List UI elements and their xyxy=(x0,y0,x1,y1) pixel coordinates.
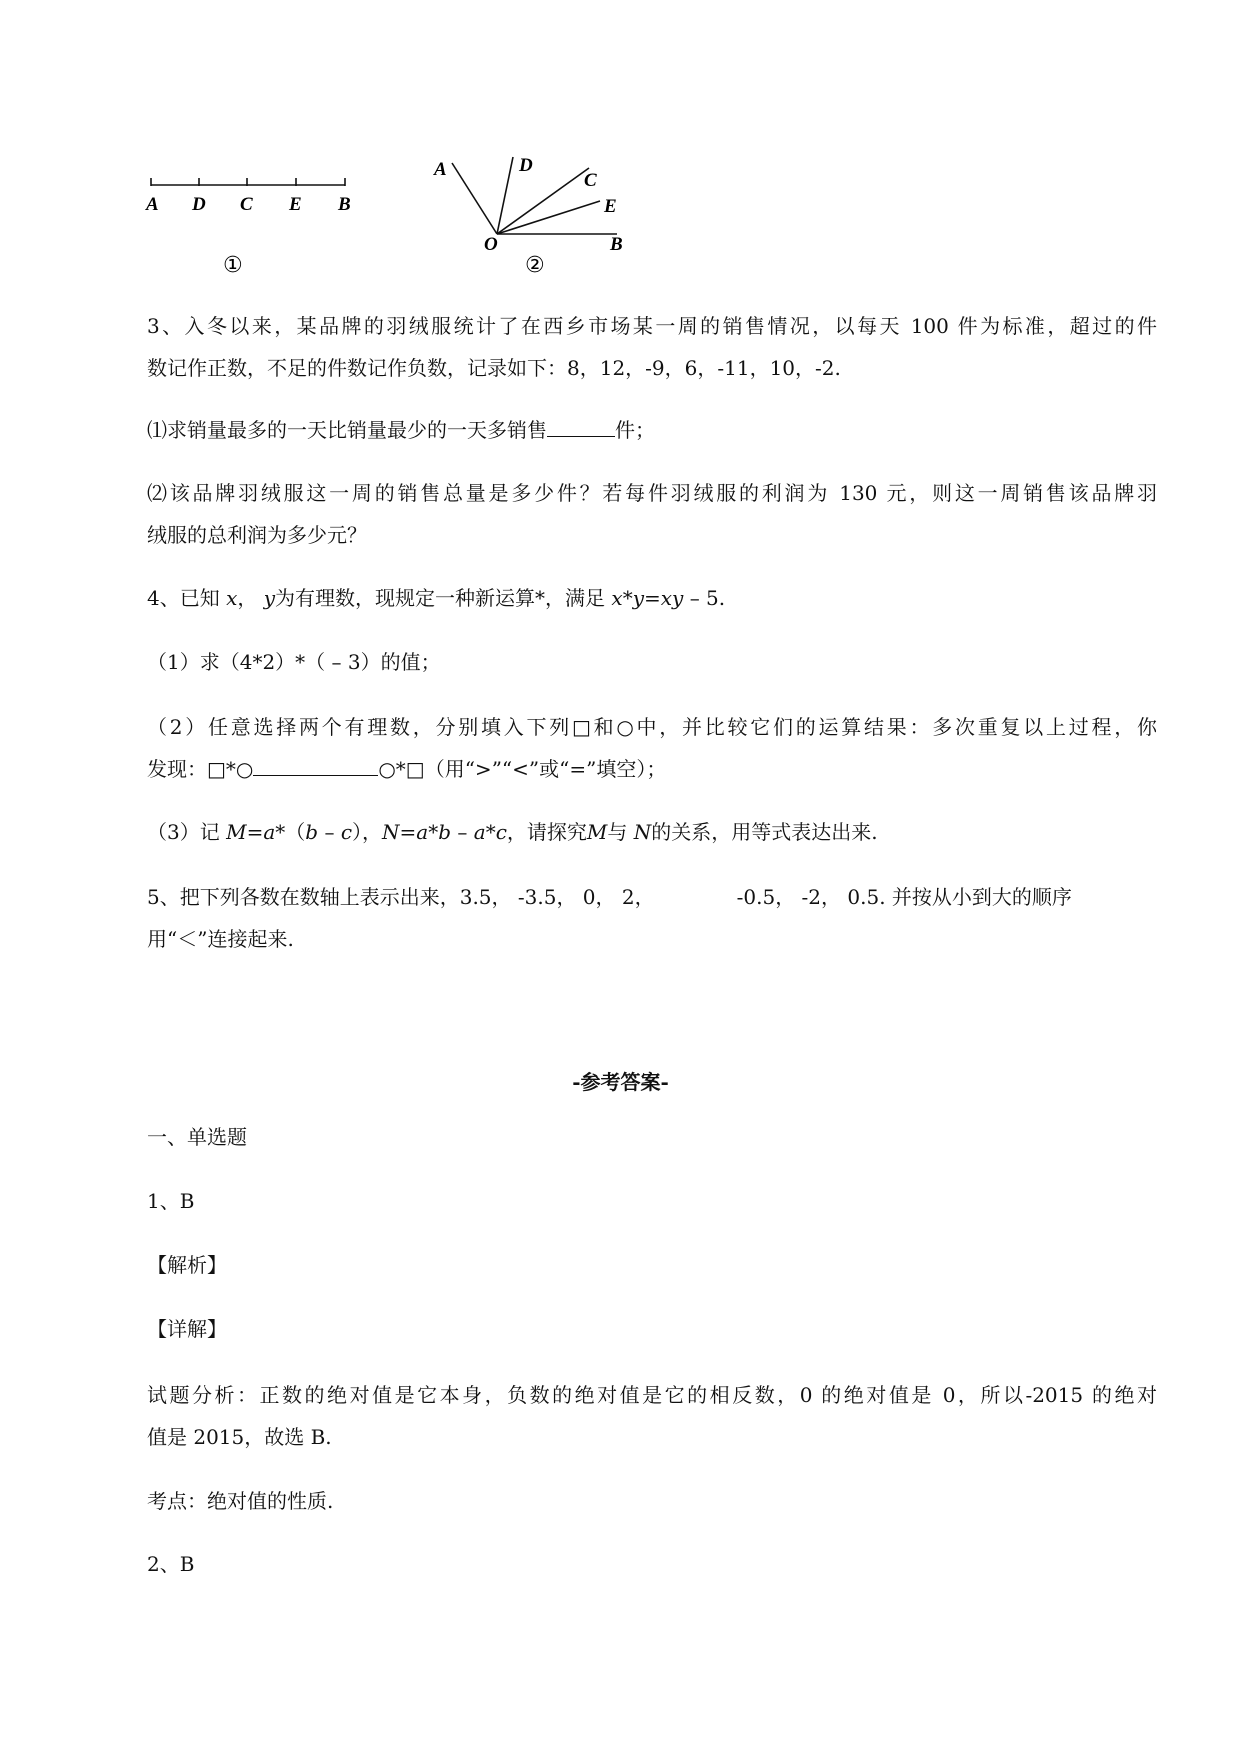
label-a: A xyxy=(146,194,159,215)
q3-p1-blank xyxy=(547,416,615,437)
answer-2: 2、B xyxy=(147,1552,195,1576)
label-d: D xyxy=(192,194,206,215)
question-3-part-1 xyxy=(147,409,1157,451)
q4-p2-blank xyxy=(253,755,378,776)
caption-1: ① xyxy=(223,253,243,278)
q3-p1-after: 件； xyxy=(615,418,655,442)
figures xyxy=(0,0,1241,300)
analysis-label: 【解析】 xyxy=(147,1253,227,1277)
label-e: E xyxy=(604,196,617,217)
question-4-part-3 xyxy=(147,811,1157,853)
q5-line-1a: 5、把下列各数在数轴上表示出来，3.5， -3.5， 0， 2， xyxy=(147,885,655,909)
explanation xyxy=(147,1374,1157,1458)
explanation-line-1: 试题分析：正数的绝对值是它本身，负数的绝对值是它的相反数，0 的绝对值是 0，所以-2015 的绝对 xyxy=(147,1383,1157,1407)
q4-p3: （3）记 M=a*（b – c），N=a*b – a*c，请探究M与 N的关系，用等式表达出来. xyxy=(147,820,878,844)
q5-line-1b: -0.5， -2， 0.5. 并按从小到大的顺序 xyxy=(736,885,1072,909)
label-c: C xyxy=(584,170,597,191)
q5-line-2: 用“＜”连接起来. xyxy=(147,927,294,951)
q4-p1: （1）求（4*2）*（ – 3）的值； xyxy=(147,650,441,674)
label-d: D xyxy=(519,155,533,176)
label-e: E xyxy=(289,194,302,215)
ray-oa xyxy=(452,163,497,234)
answer-1: 1、B xyxy=(147,1189,195,1213)
ray-od xyxy=(497,157,513,234)
label-a: A xyxy=(434,159,447,180)
question-5 xyxy=(147,876,1157,960)
q4-p2-line-2a: 发现：□*○ xyxy=(147,757,254,781)
caption-2: ② xyxy=(525,253,545,278)
label-b: B xyxy=(610,234,623,255)
question-4 xyxy=(147,577,1157,619)
question-3 xyxy=(147,305,1157,389)
explanation-line-2: 值是 2015，故选 B. xyxy=(147,1425,332,1449)
q3-p2-line-2: 绒服的总利润为多少元？ xyxy=(147,523,367,547)
label-b: B xyxy=(338,194,351,215)
knowledge-point: 考点：绝对值的性质. xyxy=(147,1489,334,1513)
label-c: C xyxy=(240,194,253,215)
var-x: x xyxy=(226,586,238,610)
detail-label: 【详解】 xyxy=(147,1317,227,1341)
question-4-part-1 xyxy=(147,641,1157,683)
answers-section: 一、单选题 xyxy=(147,1125,247,1149)
label-o: O xyxy=(484,234,498,255)
question-3-part-2 xyxy=(147,472,1157,556)
q3-line-2: 数记作正数，不足的件数记作负数，记录如下：8，12，-9，6，-11，10，-2. xyxy=(147,356,841,380)
q4-p2-line-1: （2）任意选择两个有理数，分别填入下列□和○中，并比较它们的运算结果：多次重复以上过程，你 xyxy=(147,715,1157,739)
q4-p2-line-2b: ○*□（用“>”“<”或“=”填空）； xyxy=(378,757,667,781)
question-4-part-2 xyxy=(147,706,1157,790)
q3-p2-line-1: ⑵该品牌羽绒服这一周的销售总量是多少件？若每件羽绒服的利润为 130 元，则这一周销售该品牌羽 xyxy=(147,481,1157,505)
figure-2-angles xyxy=(433,155,623,278)
q3-p1-text: ⑴求销量最多的一天比销量最少的一天多销售 xyxy=(147,418,547,442)
var-y: y xyxy=(263,586,276,610)
figure-1-segment xyxy=(145,178,351,278)
answers-heading: -参考答案- xyxy=(572,1070,669,1094)
ray-oe xyxy=(497,201,600,234)
q3-line-1: 3、入冬以来，某品牌的羽绒服统计了在西乡市场某一周的销售情况，以每天 100 件为标准，超过的件 xyxy=(147,314,1157,338)
ray-oc xyxy=(497,168,589,234)
q4-stem: 4、已知 x， y为有理数，现规定一种新运算*，满足 x*y=xy – 5. xyxy=(147,586,726,610)
